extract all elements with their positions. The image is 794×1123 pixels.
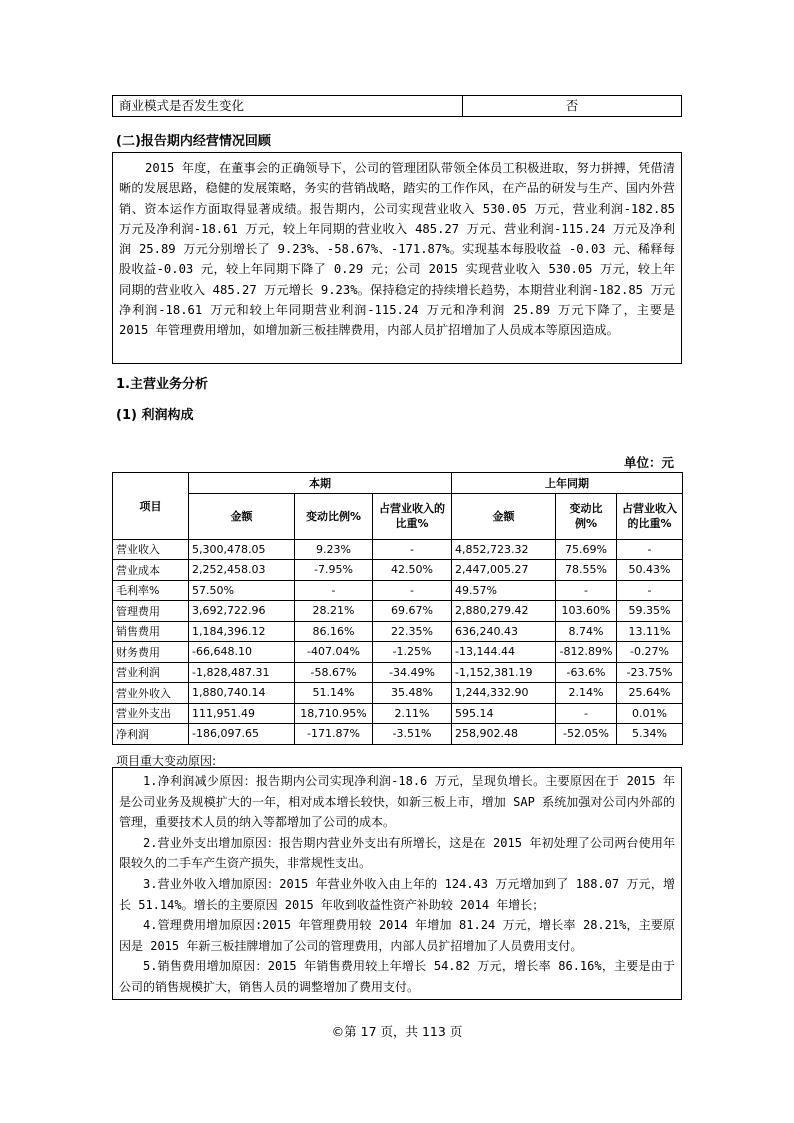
cell-prior-change: -63.6% [556, 662, 617, 683]
table-row [113, 580, 683, 601]
cell-prior-share: - [617, 580, 683, 601]
table-body [113, 539, 683, 744]
cell-prior-amount: 595.14 [452, 703, 556, 724]
cell-share: 22.35% [373, 621, 452, 642]
row-item: 毛利率% [113, 580, 189, 601]
row-item: 营业外支出 [113, 703, 189, 724]
page-footer: ©第 17 页，共 113 页 [331, 1024, 463, 1039]
business-model-label: 商业模式是否发生变化 [113, 96, 463, 116]
cell-change: 51.14% [295, 683, 373, 704]
cell-amount: 111,951.49 [189, 703, 295, 724]
header-prior-change: 变动比例% [556, 493, 617, 539]
cell-amount: 5,300,478.05 [189, 539, 295, 560]
cell-prior-amount: -13,144.44 [452, 642, 556, 663]
cell-prior-amount: 49.57% [452, 580, 556, 601]
table-row [113, 662, 683, 683]
table-row [113, 621, 683, 642]
cell-amount: 1,184,396.12 [189, 621, 295, 642]
cell-amount: 2,252,458.03 [189, 560, 295, 581]
row-item: 销售费用 [113, 621, 189, 642]
row-item: 管理费用 [113, 601, 189, 622]
table-row [113, 601, 683, 622]
row-item: 营业收入 [113, 539, 189, 560]
cell-prior-amount: 636,240.43 [452, 621, 556, 642]
cell-prior-amount: 1,244,332.90 [452, 683, 556, 704]
table-row [113, 703, 683, 724]
cell-change: -171.87% [295, 724, 373, 745]
note-paragraph: 4.管理费用增加原因:2015 年管理费用较 2014 年增加 81.24 万元，增长率 28.21%，主要原因是 2015 年新三板挂牌增加了公司的管理费用，内部人员扩招增加了人员费用支付。 [119, 918, 675, 953]
header-share: 占营业收入的比重% [373, 493, 452, 539]
row-item: 营业外收入 [113, 683, 189, 704]
cell-prior-share: 25.64% [617, 683, 683, 704]
cell-prior-share: 59.35% [617, 601, 683, 622]
cell-prior-change: 2.14% [556, 683, 617, 704]
row-item: 净利润 [113, 724, 189, 745]
cell-prior-change: 75.69% [556, 539, 617, 560]
header-current-period: 本期 [189, 473, 452, 494]
cell-change: - [295, 580, 373, 601]
cell-prior-change: -812.89% [556, 642, 617, 663]
table-row [113, 560, 683, 581]
cell-change: -58.67% [295, 662, 373, 683]
cell-change: -407.04% [295, 642, 373, 663]
cell-share: -3.51% [373, 724, 452, 745]
business-model-row [112, 95, 682, 117]
cell-amount: 57.50% [189, 580, 295, 601]
section-title-operations-review: (二)报告期内经营情况回顾 [116, 134, 271, 149]
cell-share: 2.11% [373, 703, 452, 724]
operations-summary-box [112, 152, 682, 364]
cell-prior-change: 8.74% [556, 621, 617, 642]
row-item: 营业成本 [113, 560, 189, 581]
profit-composition-table [112, 472, 683, 745]
unit-label: 单位：元 [623, 455, 674, 470]
header-prior-period: 上年同期 [452, 473, 683, 494]
header-prior-share: 占营业收入的比重% [617, 493, 683, 539]
cell-change: 9.23% [295, 539, 373, 560]
cell-prior-amount: 258,902.48 [452, 724, 556, 745]
cell-amount: -186,097.65 [189, 724, 295, 745]
cell-amount: 3,692,722.96 [189, 601, 295, 622]
operations-summary-text: 2015 年度，在董事会的正确领导下，公司的管理团队带领全体员工积极进取，努力拼搏，凭借清晰的发展思路，稳健的发展策略，务实的营销战略，踏实的工作作风，在产品的研发与生产、国内外营销、资本运作方面取得显著成绩。报告期内，公司实现营业收入 530.05 万元，营业利润-182.85 万元及净利润-18.61 万元，较上年同期的营业收入 485.27 万元、营业利润-115.24 万元及净利润 25.89 万元分别增长了 9.23%、-58.67%、-171.87%。实现基本每股收益 -0.03 元、稀释每股收益-0.03 元，较上年同期下降了 0.29 元；公司 2015 实现营业收入 530.05 万元，较上年同期的营业收入 485.27 万元增长 9.23%。保持稳定的持续增长趋势，本期营业利润-182.85 万元净利润-18.61 万元和较上年同期营业利润-115.24 万元和净利润 25.89 万元下降了，主要是 2015 年管理费用增加，如增加新三板挂牌费用，内部人员扩招增加了人员成本等原因造成。 [119, 161, 675, 338]
cell-prior-share: 50.43% [617, 560, 683, 581]
cell-share: - [373, 539, 452, 560]
note-paragraph: 3.营业外收入增加原因：2015 年营业外收入由上年的 124.43 万元增加到了 188.07 万元，增长 51.14%。增长的主要原因 2015 年收到收益性资产补助较 2014 年增长； [119, 876, 675, 912]
table-row [113, 539, 683, 560]
cell-prior-share: 13.11% [617, 621, 683, 642]
cell-prior-share: -0.27% [617, 642, 683, 663]
cell-amount: 1,880,740.14 [189, 683, 295, 704]
cell-prior-amount: 2,447,005.27 [452, 560, 556, 581]
cell-share: 69.67% [373, 601, 452, 622]
cell-prior-share: 0.01% [617, 703, 683, 724]
cell-change: 86.16% [295, 621, 373, 642]
cell-change: 28.21% [295, 601, 373, 622]
cell-amount: -66,648.10 [189, 642, 295, 663]
business-model-value: 否 [565, 98, 579, 113]
cell-prior-change: 103.60% [556, 601, 617, 622]
cell-prior-change: - [556, 580, 617, 601]
cell-prior-change: - [556, 703, 617, 724]
cell-share: -1.25% [373, 642, 452, 663]
header-change: 变动比例% [295, 493, 373, 539]
cell-share: - [373, 580, 452, 601]
cell-prior-amount: -1,152,381.19 [452, 662, 556, 683]
table-row [113, 683, 683, 704]
cell-share: -34.49% [373, 662, 452, 683]
table-row [113, 642, 683, 663]
note-paragraph: 5.销售费用增加原因：2015 年销售费用较上年增长 54.82 万元，增长率 86.16%，主要是由于公司的销售规模扩大，销售人员的调整增加了费用支付。 [119, 959, 675, 994]
cell-share: 35.48% [373, 683, 452, 704]
cell-prior-amount: 2,880,279.42 [452, 601, 556, 622]
notes-box [112, 767, 682, 1000]
cell-change: 18,710.95% [295, 703, 373, 724]
row-item: 财务费用 [113, 642, 189, 663]
section-title-main-business: 1.主营业务分析 [116, 377, 208, 392]
cell-prior-amount: 4,852,723.32 [452, 539, 556, 560]
notes-title: 项目重大变动原因: [116, 754, 217, 768]
cell-share: 42.50% [373, 560, 452, 581]
cell-prior-share: - [617, 539, 683, 560]
header-prior-amount: 金额 [452, 493, 556, 539]
cell-amount: -1,828,487.31 [189, 662, 295, 683]
cell-prior-change: 78.55% [556, 560, 617, 581]
note-paragraph: 2.营业外支出增加原因：报告期内营业外支出有所增长，这是在 2015 年初处理了公司两台使用年限较久的二手车产生资产损失，非常规性支出。 [119, 835, 675, 871]
cell-change: -7.95% [295, 560, 373, 581]
header-item: 项目 [113, 473, 189, 540]
cell-prior-share: -23.75% [617, 662, 683, 683]
header-amount: 金额 [189, 493, 295, 539]
note-paragraph: 1.净利润减少原因：报告期内公司实现净利润-18.6 万元，呈现负增长。主要原因在于 2015 年是公司业务及规模扩大的一年，相对成本增长较快，如新三板上市，增加 SAP 系统加强对公司内外部的管理，重要技术人员的纳入等都增加了公司的成本。 [119, 774, 675, 830]
section-title-profit-composition: (1) 利润构成 [116, 408, 194, 423]
cell-prior-share: 5.34% [617, 724, 683, 745]
row-item: 营业利润 [113, 662, 189, 683]
table-row [113, 724, 683, 745]
cell-prior-change: -52.05% [556, 724, 617, 745]
